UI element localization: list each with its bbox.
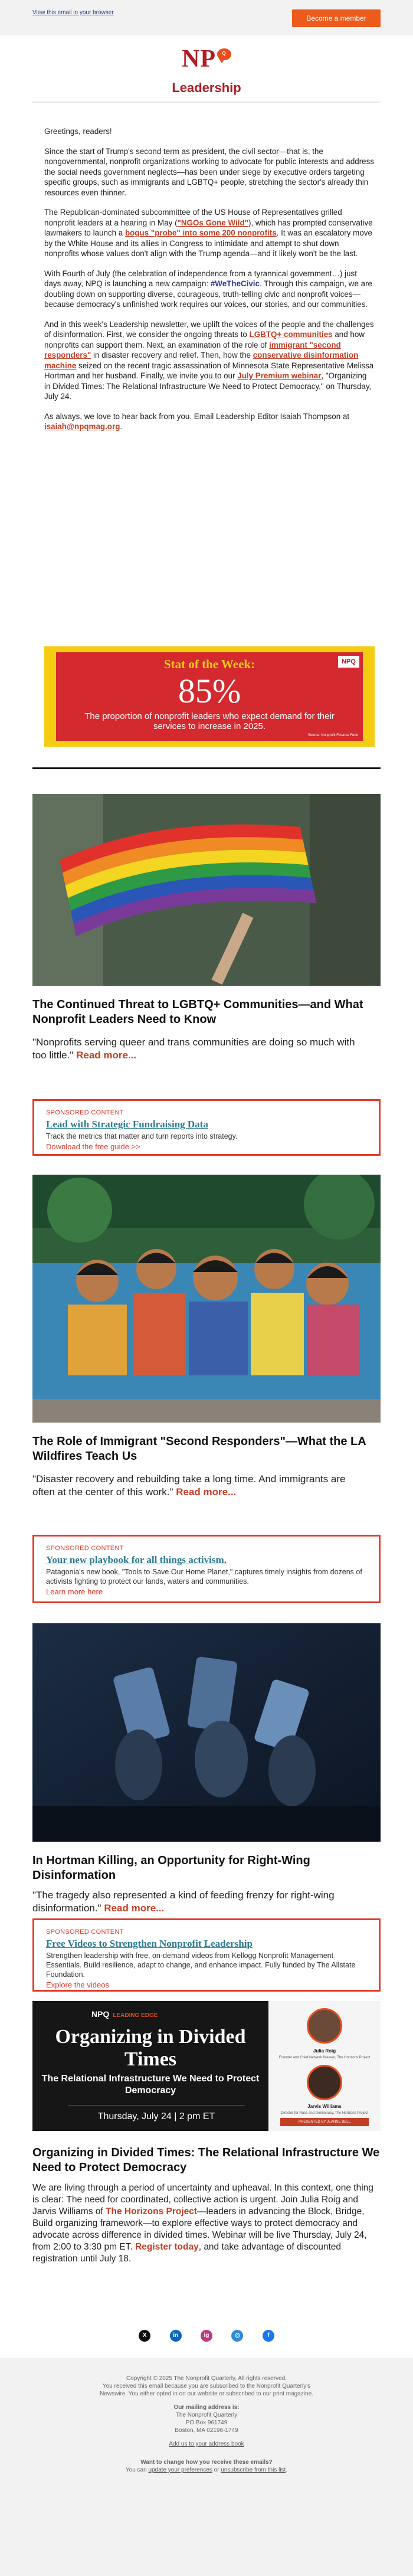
article-2-quote (32, 1473, 363, 1499)
text-run: The Republican-dominated subcommittee of the US House of Representatives grilled nonprofit leaders at a hearing in May ( (44, 208, 342, 227)
stat-label: Stat of the Week: (163, 657, 255, 671)
second-responders-link[interactable]: immigrant "second responders" (44, 340, 341, 359)
intro-paragraph-2 (44, 207, 375, 259)
change-label: Want to change how you receive these emails? (140, 2459, 273, 2466)
sponsor-description: Track the metrics that matter and turn reports into strategy. (46, 1132, 238, 1140)
text-run: seized on the recent tragic assassination of Minnesota State Representative Melissa Hortman and her husband. Finally, we invite you to our (44, 361, 374, 380)
city: Boston, MA 02196-1749 (175, 2427, 238, 2434)
webinar-title: Organizing in Divided Times (55, 2026, 246, 2070)
text-run: We are living through a period of uncertainty and upheaval. In this context, one thing is clear: The need for coordinated, collective action is urgent. Join Julia Roig and Jarvis Williams of (32, 2183, 373, 2217)
sponsor-title-link[interactable]: Free Videos to Strengthen Nonprofit Leadership (46, 1938, 253, 1949)
sponsor-cta-link[interactable]: Explore the videos (46, 1980, 109, 1989)
linkedin-icon[interactable]: in (170, 2330, 182, 2342)
sponsored-content-1 (32, 1099, 381, 1156)
text-run: and how nonprofits can support them. Next, an examination of the role of (44, 330, 365, 349)
webinar-description (32, 2182, 381, 2265)
po-box: PO Box 961749 (185, 2420, 228, 2426)
article-1-quote (32, 1036, 363, 1062)
horizons-project-link[interactable]: The Horizons Project (106, 2206, 198, 2217)
intro-paragraph-5 (44, 411, 375, 432)
preheader-bar (0, 0, 413, 35)
read-more-link[interactable]: Read more... (76, 1050, 137, 1061)
greeting: Greetings, readers! (44, 127, 112, 136)
register-link[interactable]: Register today (135, 2242, 199, 2252)
sponsor-title-link[interactable]: Lead with Strategic Fundraising Data (46, 1119, 208, 1130)
text-run: —leaders in advancing the Block, Bridge, Build organizing framework—to explore effective ways to protect democracy and advocate across difference in divided times. Webinar will be live Thursday, July 24, from 2:00 to 3:30 pm ET. (32, 2206, 367, 2252)
wethecivic-hashtag: #WeTheCivic (210, 279, 260, 288)
title-divider (32, 102, 381, 103)
logo-header (0, 45, 413, 73)
webinar-article-title[interactable]: Organizing in Divided Times: The Relational Infrastructure We Need to Protect Democracy (32, 2146, 380, 2174)
article-1-image[interactable] (32, 794, 381, 986)
article-2-image[interactable] (32, 1175, 381, 1423)
text-run: . (286, 2467, 288, 2473)
add-to-address-book-link[interactable]: Add us to your address book (169, 2441, 244, 2447)
sponsored-content-2 (32, 1535, 381, 1603)
website-icon[interactable]: ◎ (231, 2330, 243, 2342)
text-run: . It was an escalatory move by the White House and its allies in Congress to intimidate and attempt to shut down nonprofits whose values don't align with the Trump agenda—and it likely won't be the last. (44, 228, 372, 258)
intro-letter (44, 126, 375, 442)
read-more-link[interactable]: Read more... (104, 1902, 165, 1914)
article-3-quote (32, 1889, 363, 1915)
text-run: . Through this campaign, we are doubling down on supporting diverse, courageous, truth-telling civic and nonprofit voices—because democracy's unfinished work requires our voices, our stories, and our communities. (44, 279, 372, 309)
sponsored-content-3 (32, 1918, 381, 1992)
editor-email-link[interactable]: isaiah@npqmag.org (44, 422, 120, 431)
intro-paragraph-1: Since the start of Trump's second term as president, the civil sector—that is, the nongovernmental, nonprofit organizations working to advocate for public interests and address the social needs government neglects—has been under siege by executive orders targeting specific groups, such as immigrants and LGBTQ+ people, stretching the sector's already thin resources even thinner. (44, 146, 375, 197)
ngos-gone-wild-link[interactable]: "NGOs Gone Wild" (177, 218, 248, 227)
npq-logo[interactable] (182, 45, 231, 73)
preferences-line (88, 2466, 324, 2474)
article-1-title[interactable]: The Continued Threat to LGBTQ+ Communities—and What Nonprofit Leaders Need to Know (32, 998, 363, 1026)
text-run: You can (125, 2467, 149, 2473)
read-more-link[interactable]: Read more... (176, 1486, 237, 1498)
logo-bubble-icon (217, 48, 231, 60)
social-links (0, 2329, 413, 2342)
text-run: . (120, 422, 123, 431)
bogus-probe-link[interactable]: bogus "probe" into some 200 nonprofits (124, 228, 277, 237)
text-run: With Fourth of July (the celebration of independence from a tyrannical government…) just days away, NPQ is launching a new campaign: (44, 269, 357, 288)
disinformation-link[interactable]: conservative disinformation machine (44, 351, 359, 370)
speaker-1-role: Founder and Chief Network Weaver, The Horizons Project (278, 2056, 371, 2060)
logo-bubble-letter: Q (222, 51, 227, 56)
text-run: And in this week's Leadership newsletter, we uplift the voices of the people and the challenges of disinformation. First, we consider the ongoing threats to (44, 319, 374, 339)
org-name: The Nonprofit Quarterly (175, 2412, 238, 2418)
speaker-1-name: Julia Roig (313, 2048, 336, 2054)
logo-letters: NP (182, 45, 216, 73)
copyright: Copyright © 2025 The Nonprofit Quarterly, All rights reserved. (126, 2375, 287, 2382)
become-member-button[interactable]: Become a member (292, 9, 381, 27)
sponsor-title-link[interactable]: Your new playbook for all things activism. (46, 1554, 227, 1565)
text-run: or (212, 2467, 221, 2473)
speaker-2-avatar (307, 2065, 342, 2100)
phones-photo (32, 1623, 381, 1842)
webinar-date: Thursday, July 24 | 2 pm ET (68, 2105, 245, 2122)
pride-flag-photo (32, 794, 381, 986)
presented-by: PRESENTED BY JEANNE BELL (280, 2118, 369, 2126)
webinar-subtitle: The Relational Infrastructure We Need to Protect Democracy (41, 2074, 260, 2096)
stat-description: The proportion of nonprofit leaders who expect demand for their services to increase in 2025. (84, 711, 335, 731)
quote-text: "Nonprofits serving queer and trans communities are doing so much with too little." (32, 1037, 355, 1061)
newsletter-title: Leadership (172, 80, 241, 95)
instagram-icon[interactable]: ig (201, 2330, 212, 2342)
article-3-image[interactable] (32, 1623, 381, 1842)
stat-npq-logo: NPQ (338, 656, 359, 668)
webinar-brand-logo: NPQ (91, 2009, 110, 2019)
text-run: in disaster recovery and relief. Then, how the (91, 351, 253, 359)
stat-value: 85% (178, 672, 241, 710)
text-run: ), which has prompted conservative lawmakers to launch a (44, 218, 373, 237)
x-icon[interactable]: X (139, 2330, 150, 2342)
webinar-link[interactable]: July Premium webinar (237, 371, 322, 380)
facebook-icon[interactable]: f (263, 2330, 274, 2342)
view-in-browser-link[interactable]: View this email in your browser (32, 9, 114, 16)
mural-photo (32, 1175, 381, 1423)
article-2-title[interactable]: The Role of Immigrant "Second Responders"—What the LA Wildfires Teach Us (32, 1435, 366, 1463)
text-run: , "Organizing in Divided Times: The Relational Infrastructure We Need to Protect Democracy," on Thursday, July 24. (44, 371, 372, 401)
sponsor-cta-link[interactable]: Download the free guide >> (46, 1142, 140, 1151)
footer-content (88, 2375, 324, 2474)
address-label: Our mailing address is: (173, 2404, 240, 2411)
webinar-banner-left (32, 2001, 268, 2131)
speaker-1-avatar (307, 2008, 342, 2044)
update-preferences-link[interactable]: update your preferences (148, 2467, 212, 2473)
sponsor-description: Strengthen leadership with free, on-demand videos from Kellogg Nonprofit Management Essentials. Build resilience, adapt to change, and enhance impact. Fully funded by The Allstate Foundation. (46, 1951, 356, 1979)
stat-of-the-week (44, 646, 375, 747)
sponsored-label: SPONSORED CONTENT (46, 1545, 124, 1552)
intro-paragraph-3 (44, 269, 375, 310)
subscription-reason: You received this email because you are subscribed to the Nonprofit Quarterly's Newswire. You either opted in on our website or subscribed to our print magazine. (100, 2383, 313, 2397)
speaker-2-role: Director for Race and Democracy, The Horizons Project (281, 2111, 368, 2115)
intro-paragraph-4 (44, 319, 375, 402)
unsubscribe-link[interactable]: unsubscribe from this list (221, 2467, 286, 2473)
webinar-brand (91, 2009, 158, 2019)
webinar-speakers (268, 2001, 381, 2131)
section-divider (32, 767, 381, 769)
stat-card (56, 652, 363, 741)
lgbtq-link[interactable]: LGBTQ+ communities (249, 330, 333, 339)
stat-source: Source: Nonprofit Finance Fund (307, 734, 358, 737)
sponsored-label: SPONSORED CONTENT (46, 1928, 124, 1936)
speaker-2-name: Jarvis Williams (307, 2104, 342, 2109)
text-run: As always, we love to hear back from you. Email Leadership Editor Isaiah Thompson at (44, 411, 350, 421)
sponsor-cta-link[interactable]: Learn more here (46, 1587, 103, 1596)
footer (0, 2358, 413, 2576)
quote-text: "The tragedy also represented a kind of feeding frenzy for right-wing disinformation." (32, 1889, 335, 1914)
text-run: , and take advantage of discounted registration until July 18. (32, 2242, 341, 2264)
sponsor-description: Patagonia's new book, "Tools to Save Our Home Planet," captures timely insights from dozens of activists fighting to protect our lands, waters and communities. (46, 1568, 362, 1586)
webinar-banner[interactable] (32, 2001, 381, 2131)
article-3-title[interactable]: In Hortman Killing, an Opportunity for Right-Wing Disinformation (32, 1854, 310, 1882)
quote-text: "Disaster recovery and rebuilding take a long time. And immigrants are often at the center of this work." (32, 1473, 346, 1498)
webinar-series: LEADING EDGE (113, 2012, 158, 2019)
sponsored-label: SPONSORED CONTENT (46, 1109, 124, 1116)
